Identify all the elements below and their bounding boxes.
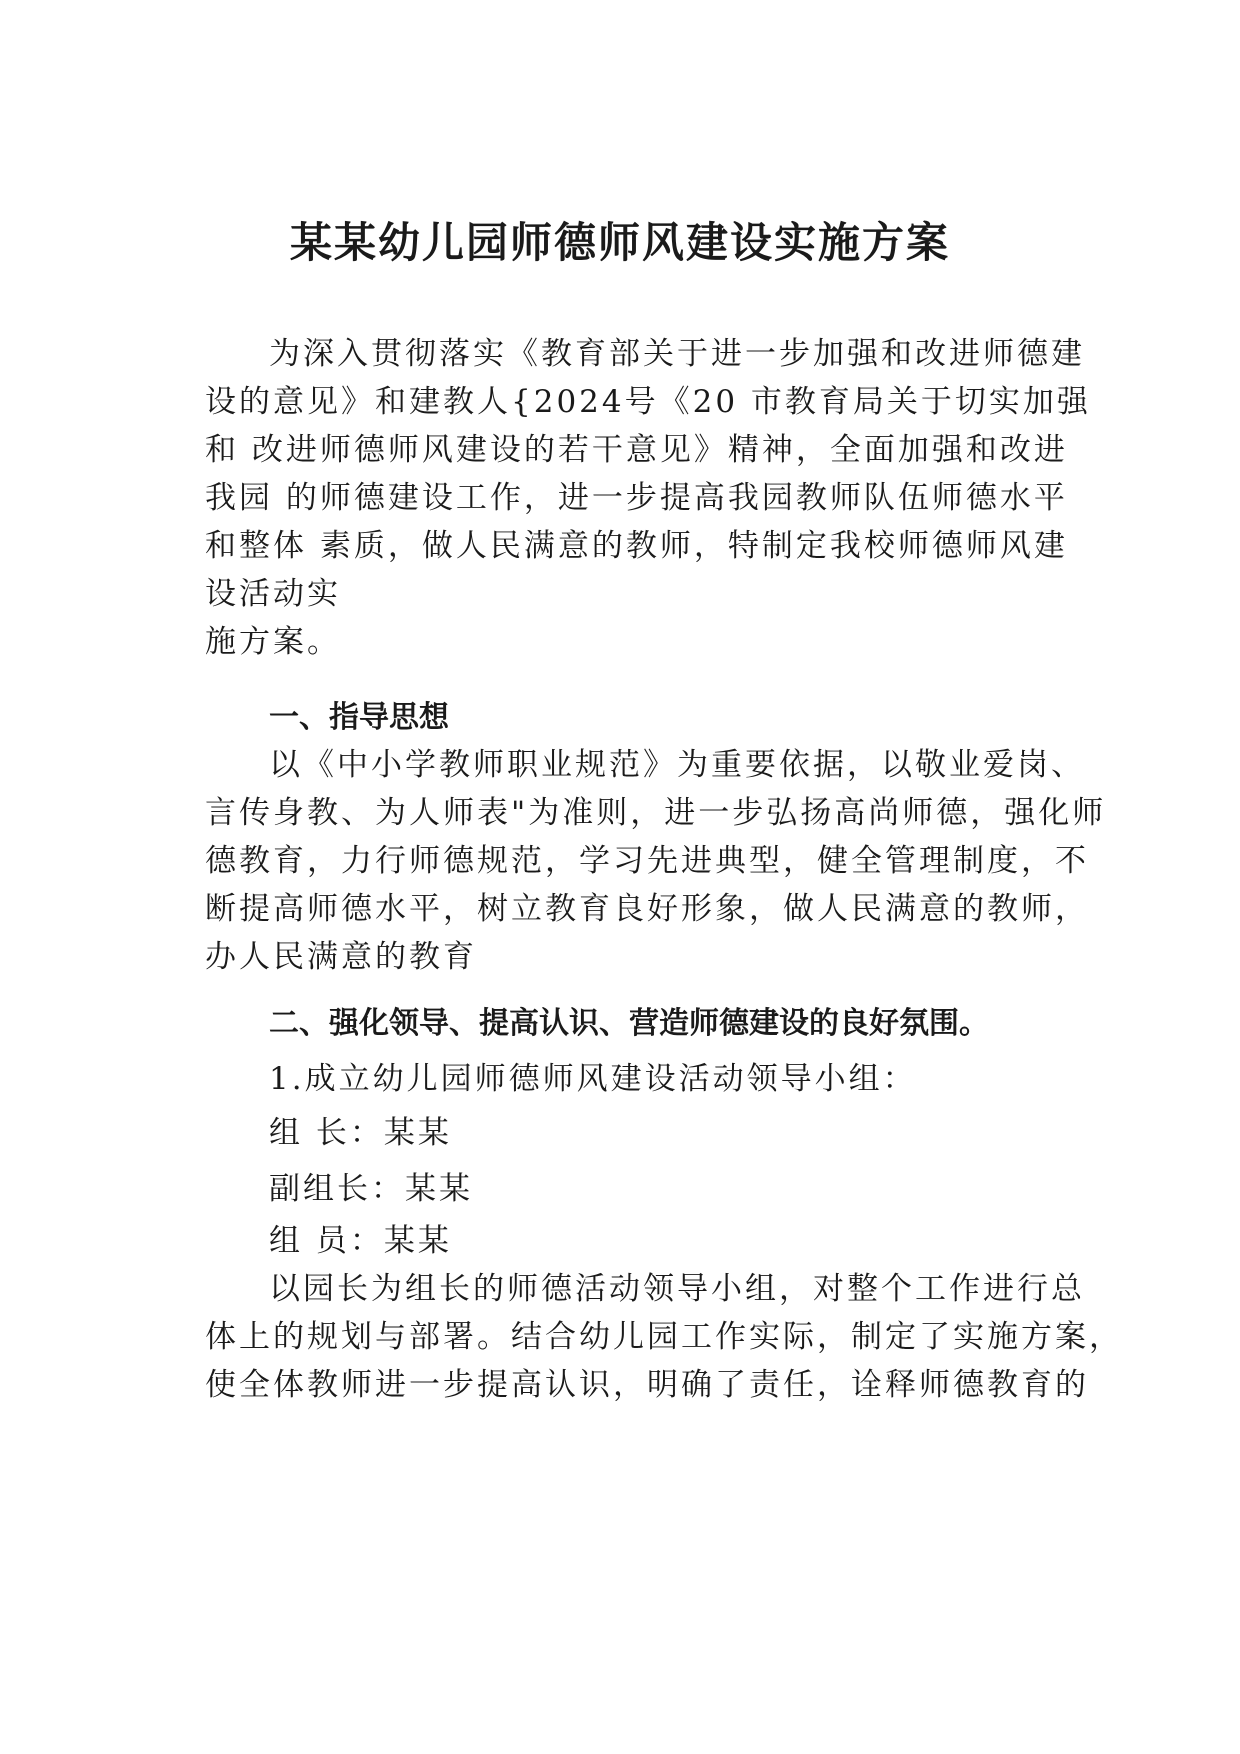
paragraph-line: 德教育，力行师德规范，学习先进典型，健全管理制度，不 [205,843,1089,879]
leadership-paragraph [205,1265,1123,1409]
guiding-ideology-paragraph [205,741,1107,981]
intro-line: 施方案。 [205,624,341,660]
intro-line: 设活动实 [205,576,341,612]
paragraph-line: 体上的规划与部署。结合幼儿园工作实际，制定了实施方案， [205,1319,1123,1355]
section-heading-guiding-ideology: 一、指导思想 [269,700,449,735]
intro-line: 和整体 素质，做人民满意的教师，特制定我校师德师风建 [205,528,1068,564]
intro-line: 我园 的师德建设工作，进一步提高我园教师队伍师德水平 [205,480,1068,516]
member-row-leader: 组 长：某某 [269,1115,452,1151]
paragraph-line: 使全体教师进一步提高认识，明确了责任，诠释师德教育的 [205,1367,1089,1403]
paragraph-line: 办人民满意的教育 [205,939,477,975]
paragraph-line: 以《中小学教师职业规范》为重要依据，以敬业爱岗、 [269,747,1085,783]
document-title: 某某幼儿园师德师风建设实施方案 [289,218,950,267]
section-heading-leadership: 二、强化领导、提高认识、营造师德建设的良好氛围。 [269,1006,989,1041]
intro-paragraph [205,330,1091,666]
intro-line: 设的意见》和建教人{2024号《20 市教育局关于切实加强 [205,384,1091,420]
list-item-leadership-group: 1.成立幼儿园师德师风建设活动领导小组： [269,1061,917,1097]
member-row-deputy: 副组长：某某 [269,1171,473,1207]
paragraph-line: 以园长为组长的师德活动领导小组，对整个工作进行总 [269,1271,1085,1307]
paragraph-line: 断提高师德水平，树立教育良好形象，做人民满意的教师， [205,891,1089,927]
intro-line: 为深入贯彻落实《教育部关于进一步加强和改进师德建 [269,336,1085,372]
member-row-members: 组 员：某某 [269,1223,452,1259]
intro-line: 和 改进师德师风建设的若干意见》精神，全面加强和改进 [205,432,1068,468]
paragraph-line: 言传身教、为人师表"为准则，进一步弘扬高尚师德，强化师 [205,795,1107,831]
